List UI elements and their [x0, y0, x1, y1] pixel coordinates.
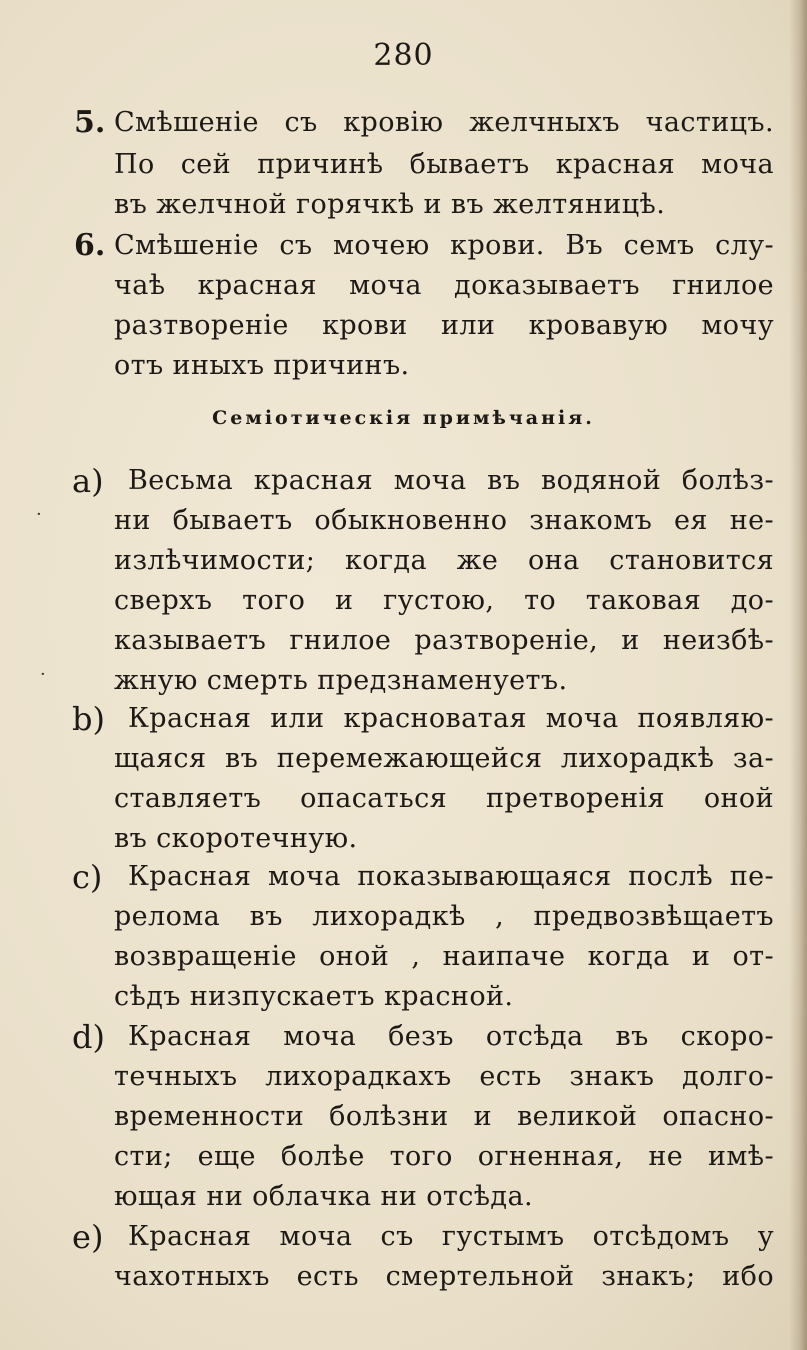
- item-marker: 5.: [74, 105, 106, 140]
- text-line: щаяся въ перемежающейся лихорадкѣ за-: [114, 743, 774, 774]
- text-line: въ скоротечную.: [114, 823, 358, 854]
- page-edge-shadow: [789, 0, 807, 1350]
- text-line: ставляетъ опасаться претворенія оной: [114, 783, 774, 814]
- note-marker: b): [72, 700, 105, 738]
- text-line: Красная моча безъ отсѣда въ скоро-: [128, 1021, 774, 1052]
- text-line: сти; еще болѣе того огненная, не имѣ-: [114, 1141, 774, 1172]
- text-line: сверхъ того и густою, то таковая до-: [114, 585, 774, 616]
- text-line: Красная моча съ густымъ отсѣдомъ у: [128, 1221, 774, 1252]
- text-line: казываетъ гнилое разтвореніе, и неизбѣ-: [114, 625, 774, 656]
- text-line: жную смерть предзнаменуетъ.: [114, 665, 568, 696]
- text-line: Смѣшеніе съ мочею крови. Въ семъ слу-: [114, 230, 774, 261]
- text-line: чахотныхъ есть смертельной знакъ; ибо: [114, 1261, 774, 1292]
- print-speck: ·: [36, 504, 42, 525]
- text-line: разтвореніе крови или кровавую мочу: [114, 310, 774, 341]
- text-line: ющая ни облачка ни отсѣда.: [114, 1181, 533, 1212]
- text-line: излѣчимости; когда же она становится: [114, 545, 774, 576]
- text-line: временности болѣзни и великой опасно-: [114, 1101, 774, 1132]
- item-marker: 6.: [74, 228, 106, 263]
- text-line: Красная моча показывающаяся послѣ пе-: [128, 861, 774, 892]
- note-marker: e): [72, 1218, 104, 1256]
- page-number: 280: [373, 38, 434, 73]
- text-line: сѣдъ низпускаетъ красной.: [114, 981, 514, 1012]
- text-line: Красная или красноватая моча появляю-: [128, 703, 774, 734]
- text-line: релома въ лихорадкѣ , предвозвѣщаетъ: [114, 901, 774, 932]
- text-line: чаѣ красная моча доказываетъ гнилое: [114, 270, 774, 301]
- print-speck: ·: [40, 664, 46, 685]
- text-line: ни бываетъ обыкновенно знакомъ ея не-: [114, 505, 774, 536]
- text-line: возвращеніе оной , наипаче когда и от-: [114, 941, 774, 972]
- text-line: Весьма красная моча въ водяной болѣз-: [128, 465, 774, 496]
- section-heading: Семіотическія примѣчанія.: [212, 407, 595, 429]
- text-line: Смѣшеніе съ кровію желчныхъ частицъ.: [114, 107, 774, 138]
- note-marker: a): [72, 462, 104, 500]
- text-line: въ желчной горячкѣ и въ желтяницѣ.: [114, 189, 666, 220]
- text-line: течныхъ лихорадкахъ есть знакъ долго-: [114, 1061, 774, 1092]
- note-marker: c): [72, 858, 103, 896]
- text-line: По сей причинѣ бываетъ красная моча: [114, 149, 774, 180]
- text-line: отъ иныхъ причинъ.: [114, 350, 410, 381]
- note-marker: d): [72, 1018, 105, 1056]
